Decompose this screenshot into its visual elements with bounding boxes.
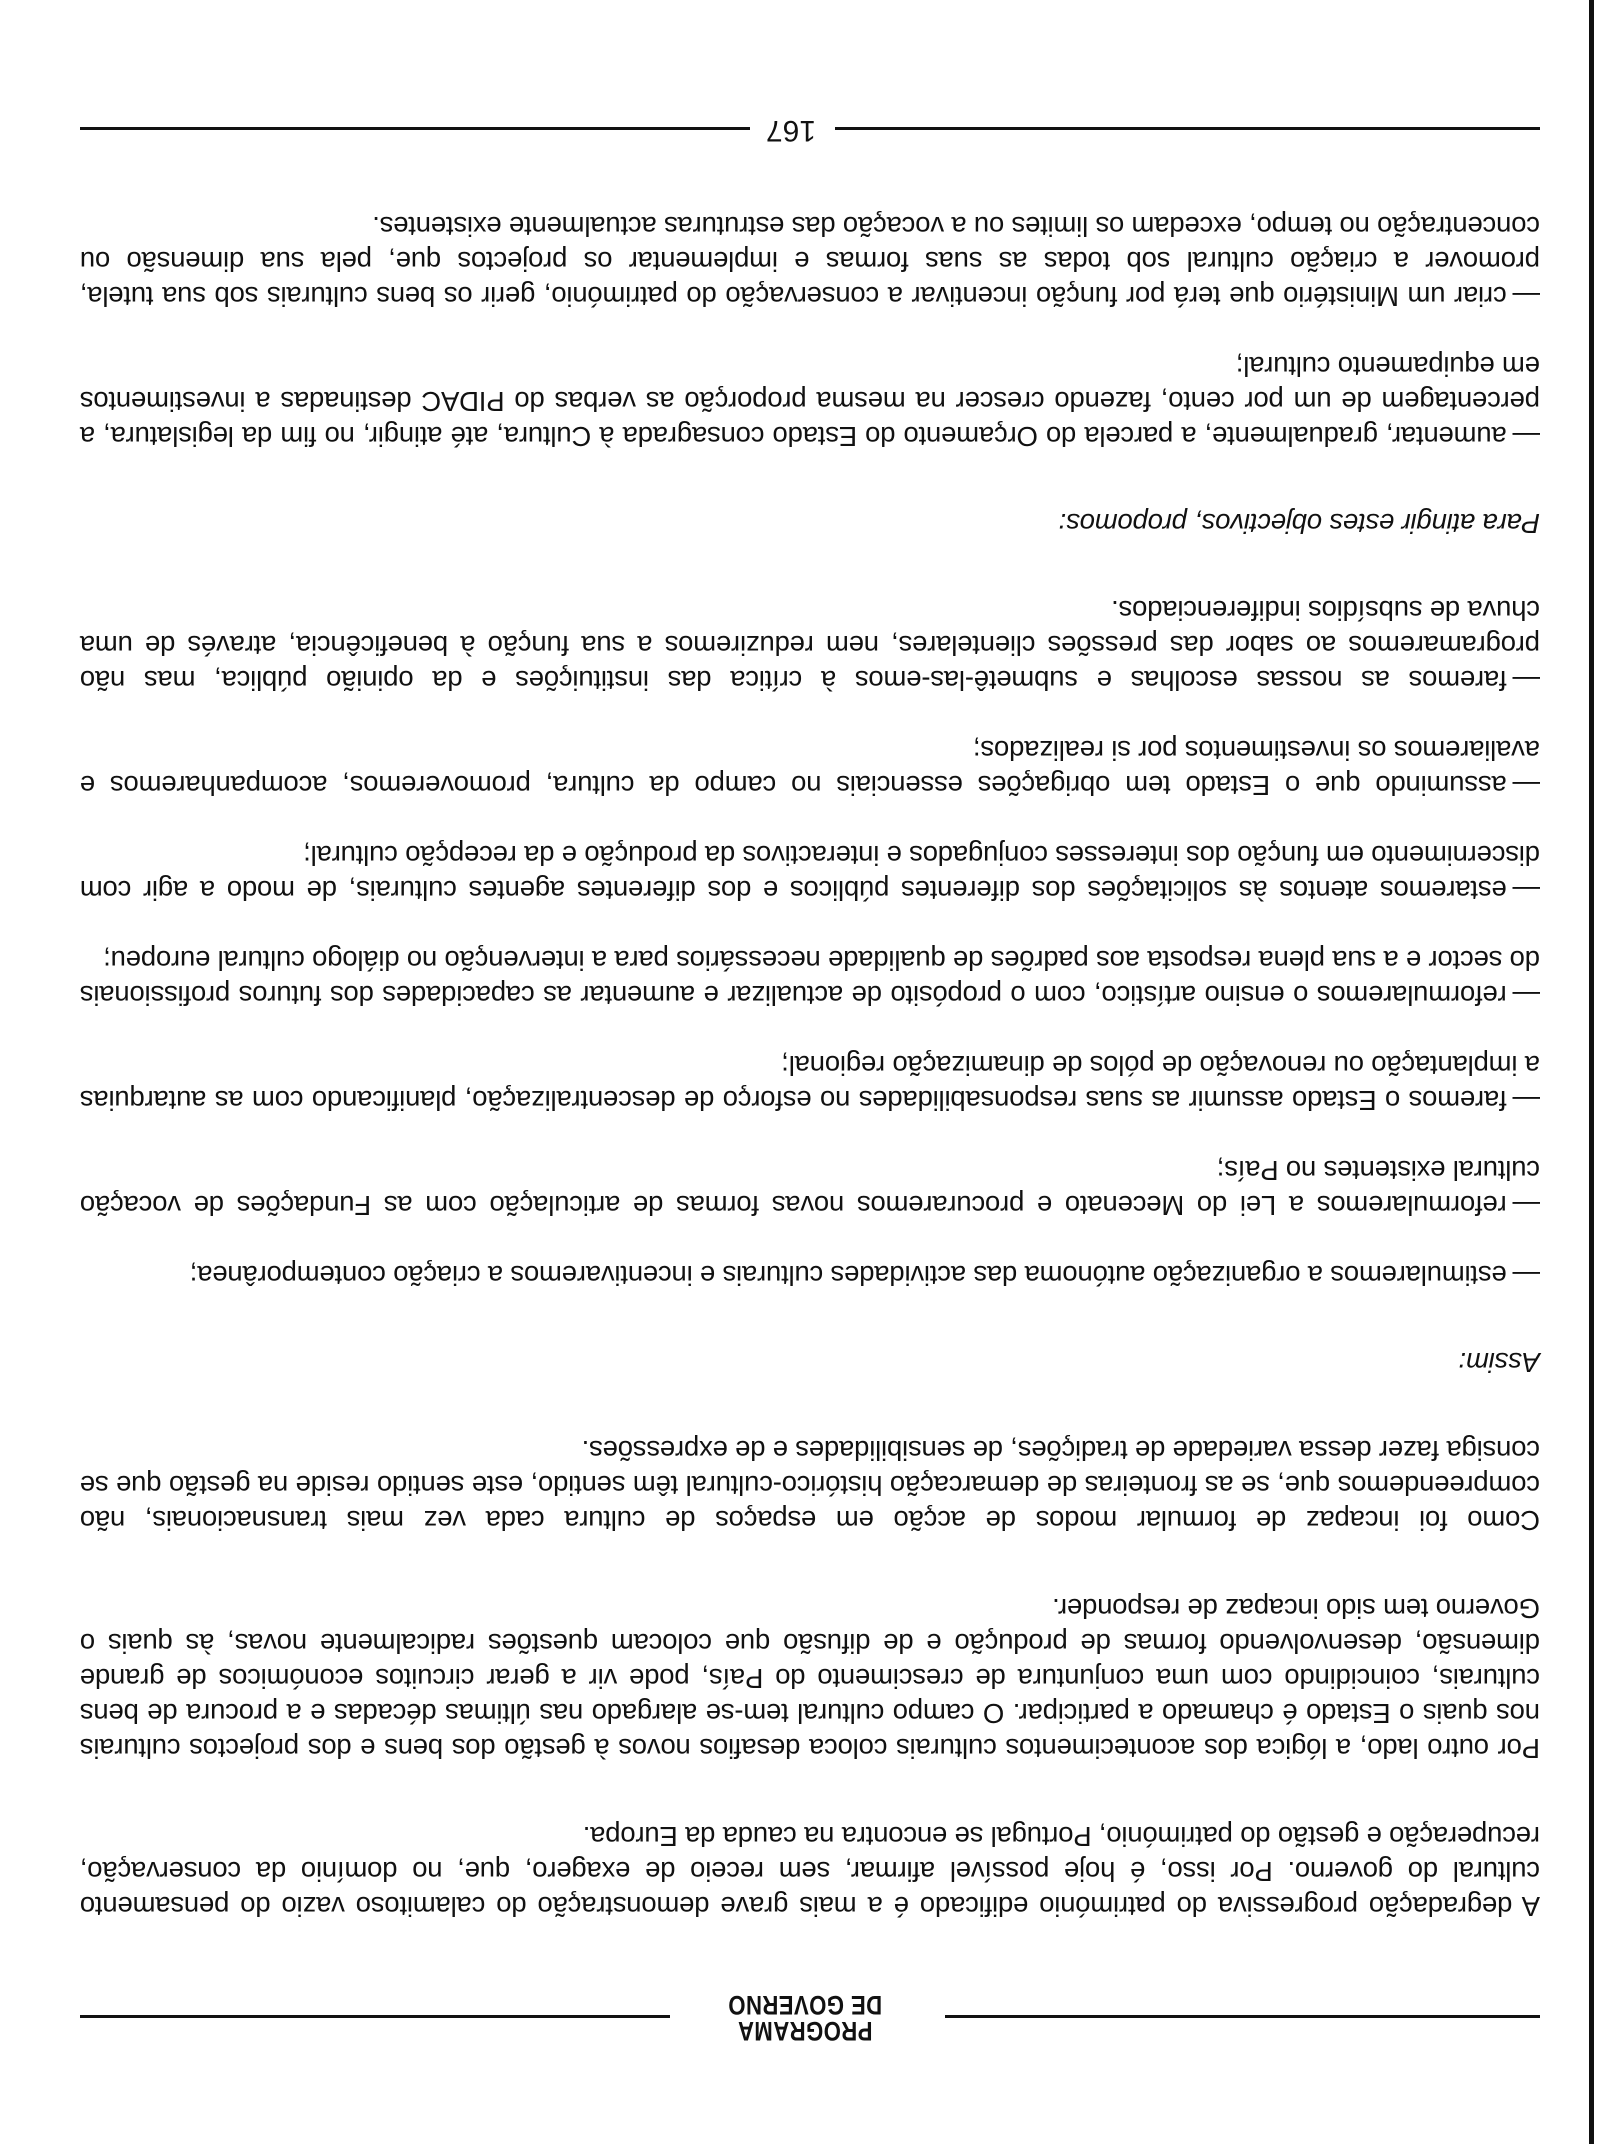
dash-marker: — [1512, 1190, 1540, 1221]
list-item-text: criar um Ministério que terá por função incentivar a conservação do património, gerir os bens culturais sob sua tutela, promover a criação cultural sob todas as suas formas e implementar os projectos que, pela sua dimensão ou concentração no tempo, excedam os limites ou a vocação das estruturas actualmente existentes. [80, 211, 1540, 312]
page-header [80, 1986, 1540, 2046]
header-title-line1: PROGRAMA [737, 2016, 873, 2046]
dash-marker: — [1512, 665, 1540, 696]
list-item-text: estaremos atentos às solicitações dos diferentes públicos e dos diferentes agentes culturais, de modo a agir com discernimento em função dos interesses conjugados e interactivos da produção e da recepção cultural; [80, 840, 1540, 906]
dash-marker: — [1512, 875, 1540, 906]
dash-marker: — [1512, 421, 1540, 452]
list-item-text: reformularemos o ensino artístico, com o propósito de actualizar e aumentar as capacidades dos futuros profissionais do sector e a sua plena resposta aos padrões de qualidade necessários para a intervenção no diálogo cultural europeu; [80, 945, 1540, 1011]
list-item [80, 1048, 1540, 1118]
dash-marker: — [1512, 1260, 1540, 1291]
list-item [80, 838, 1540, 908]
page-body [80, 174, 1540, 1924]
header-rule-right [80, 2015, 670, 2018]
list-item [80, 1153, 1540, 1223]
list-item-text: estimularemos a organização autónoma das actividades culturais e incentivaremos a criação contemporânea; [189, 1260, 1507, 1291]
footer-rule-right [80, 127, 750, 130]
list-item-text: aumentar, gradualmente, a parcela do Orçamento do Estado consagrada à Cultura, até atingir, no fim da legislatura, a percentagem de um por cento, fazendo crescer na mesma proporção as verbas do PIDAC destinadas a investimentos em equipamento cultural; [80, 351, 1540, 452]
list-item [80, 593, 1540, 698]
list-item [80, 209, 1540, 314]
list-item [80, 1258, 1540, 1293]
paragraph-cultural-events: Por outro lado, a lógica dos acontecimentos culturais coloca desafios novos à gestão dos bens e dos projectos culturais nos quais o Estado é chamado a participar. O campo cultural tem-se alargado nas últimas décadas e a procura de bens culturais, coincidindo com uma conjuntura de crescimento do País, pode vir a gerar circuitos económicos de grande dimensão, desenvolvendo formas de produção e de difusão que colocam questões radicalmente novas, às quais o Governo tem sido incapaz de responder. [80, 1593, 1540, 1764]
list-item-text: faremos o Estado assumir as suas responsabilidades no esforço de descentralização, planificando com as autarquias a implantação ou renovação de pólos de dinamização regional; [80, 1050, 1540, 1116]
header-title-line2: DE GOVERNO [727, 1990, 883, 2020]
header-rule-left [945, 2015, 1540, 2018]
list-item [80, 943, 1540, 1013]
section-label-propomos: Para atingir estes objectivos, propomos: [1058, 508, 1540, 539]
dash-marker: — [1512, 770, 1540, 801]
list-item-text: assumindo que o Estado tem obrigações essenciais no campo da cultura, promoveremos, acompanharemos e avaliaremos os investimentos por si realizados; [80, 735, 1540, 801]
list-item-text: faremos as nossas escolhas e submetê-las-emos à crítica das instituições e da opinião pública, mas não programaremos ao sabor das pressões clientelares, nem reduziremos a sua função à beneficência, através de uma chuva de subsídios indiferenciados. [80, 595, 1540, 696]
list-item [80, 733, 1540, 803]
page-number: 167 [765, 114, 817, 147]
footer-rule-left [835, 127, 1540, 130]
page-footer [80, 108, 1540, 148]
dash-marker: — [1512, 1085, 1540, 1116]
list-item-text: reformularemos a Lei do Mecenato e procuraremos novas formas de articulação com as Fundações de vocação cultural existentes no País; [80, 1155, 1540, 1221]
paragraph-transnational: Como foi incapaz de formular modos de acção em espaços de cultura cada vez mais transnacionais, não compreendemos que, se as fronteiras de demarcação histórico-cultural têm sentido, este sentido reside na gestão que se consiga fazer dessa variedade de tradições, de sensibilidades e de expressões. [80, 1435, 1540, 1536]
paragraph-intro: A degradação progressiva do património edificado é a mais grave demonstração do calamitoso vazio do pensamento cultural do governo. Por isso, é hoje possível afirmar, sem receio de exagero, que, no domínio da conservação, recuperação e gestão do património, Portugal se encontra na cauda da Europa. [80, 1821, 1540, 1922]
list-item [80, 349, 1540, 454]
dash-marker: — [1512, 281, 1540, 312]
section-label-assim: Assim: [1458, 1347, 1540, 1378]
dash-marker: — [1512, 980, 1540, 1011]
scan-edge-border [1589, 0, 1594, 2144]
header-title [707, 1992, 904, 2044]
